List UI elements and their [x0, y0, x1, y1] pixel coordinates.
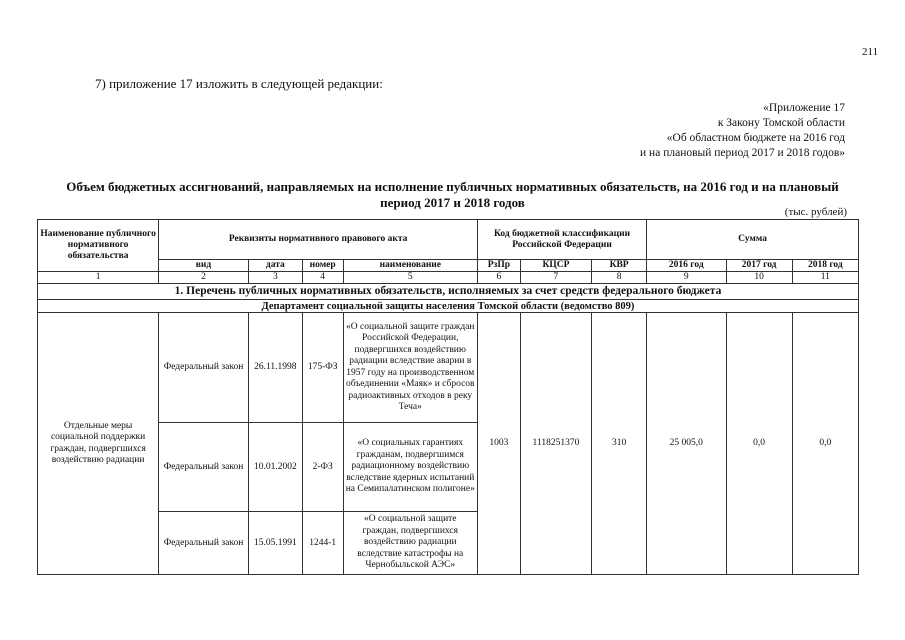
kcsr-value: 1118251370 [520, 313, 591, 575]
header-kcsr: КЦСР [520, 260, 591, 272]
act-vid: Федеральный закон [159, 313, 249, 423]
header-obligation: Наименование публичного нормативного обязательства [38, 220, 159, 272]
col-num: 4 [302, 272, 343, 284]
header-sum: Сумма [647, 220, 859, 260]
header-rzpr: РзПр [478, 260, 521, 272]
col-num: 2 [159, 272, 249, 284]
header-vid: вид [159, 260, 249, 272]
obligations-table [37, 219, 859, 575]
document-title: Объем бюджетных ассигнований, направляемых на исполнение публичных нормативных обязательств, на 2016 год и на плановый период 2017 и 2018 годов [66, 179, 839, 210]
act-date: 15.05.1991 [248, 512, 302, 575]
act-number: 1244-1 [302, 512, 343, 575]
appendix-line: и на плановый период 2017 и 2018 годов» [640, 147, 845, 159]
header-2016: 2016 год [647, 260, 726, 272]
col-num: 11 [792, 272, 858, 284]
obligation-name: Отдельные меры социальной поддержки граждан, подвергшихся воздействию радиации [38, 313, 159, 575]
act-vid: Федеральный закон [159, 512, 249, 575]
header-name: наименование [343, 260, 477, 272]
appendix-line: «Приложение 17 [763, 102, 845, 114]
intro-text: 7) приложение 17 изложить в следующей редакции: [95, 76, 383, 91]
header-2018: 2018 год [792, 260, 858, 272]
units-label: (тыс. рублей) [784, 206, 847, 218]
col-num: 9 [647, 272, 726, 284]
appendix-line: «Об областном бюджете на 2016 год [666, 132, 845, 144]
kvr-value: 310 [592, 313, 647, 575]
department-title: Департамент социальной защиты населения Томской области (ведомство 809) [38, 300, 859, 313]
header-2017: 2017 год [726, 260, 792, 272]
act-vid: Федеральный закон [159, 423, 249, 512]
col-num: 1 [38, 272, 159, 284]
act-name: «О социальной защите граждан, подвергшихся воздействию радиации вследствие катастрофы на Чернобыльской АЭС» [343, 512, 477, 575]
header-kvr: КВР [592, 260, 647, 272]
header-code: Код бюджетной классификации Российской Федерации [478, 220, 647, 260]
col-num: 6 [478, 272, 521, 284]
sum-2017: 0,0 [726, 313, 792, 575]
sum-2018: 0,0 [792, 313, 858, 575]
col-num: 8 [592, 272, 647, 284]
appendix-line: к Закону Томской области [717, 117, 845, 129]
table-row [38, 313, 859, 423]
col-num: 5 [343, 272, 477, 284]
sum-2016: 25 005,0 [647, 313, 726, 575]
col-num: 7 [520, 272, 591, 284]
column-number-row [38, 272, 859, 284]
header-act: Реквизиты нормативного правового акта [159, 220, 478, 260]
header-date: дата [248, 260, 302, 272]
header-row [38, 220, 859, 260]
col-num: 3 [248, 272, 302, 284]
subheader-row [38, 260, 859, 272]
appendix-note [640, 101, 845, 161]
header-number: номер [302, 260, 343, 272]
rzpr-value: 1003 [478, 313, 521, 575]
act-name: «О социальной защите граждан Российской Федерации, подвергшихся воздействию радиации вследствие аварии в 1957 году на производственном объединении «Маяк» и сбросов радиоактивных отходов в реку Теча» [343, 313, 477, 423]
section-row [38, 284, 859, 300]
act-number: 2-ФЗ [302, 423, 343, 512]
act-number: 175-ФЗ [302, 313, 343, 423]
act-name: «О социальных гарантиях гражданам, подвергшимся радиационному воздействию вследствие ядерных испытаний на Семипалатинском полигоне» [343, 423, 477, 512]
col-num: 10 [726, 272, 792, 284]
section-title: 1. Перечень публичных нормативных обязательств, исполняемых за счет средств федерального бюджета [38, 284, 859, 300]
department-row [38, 300, 859, 313]
act-date: 10.01.2002 [248, 423, 302, 512]
page-number: 211 [862, 46, 879, 58]
act-date: 26.11.1998 [248, 313, 302, 423]
